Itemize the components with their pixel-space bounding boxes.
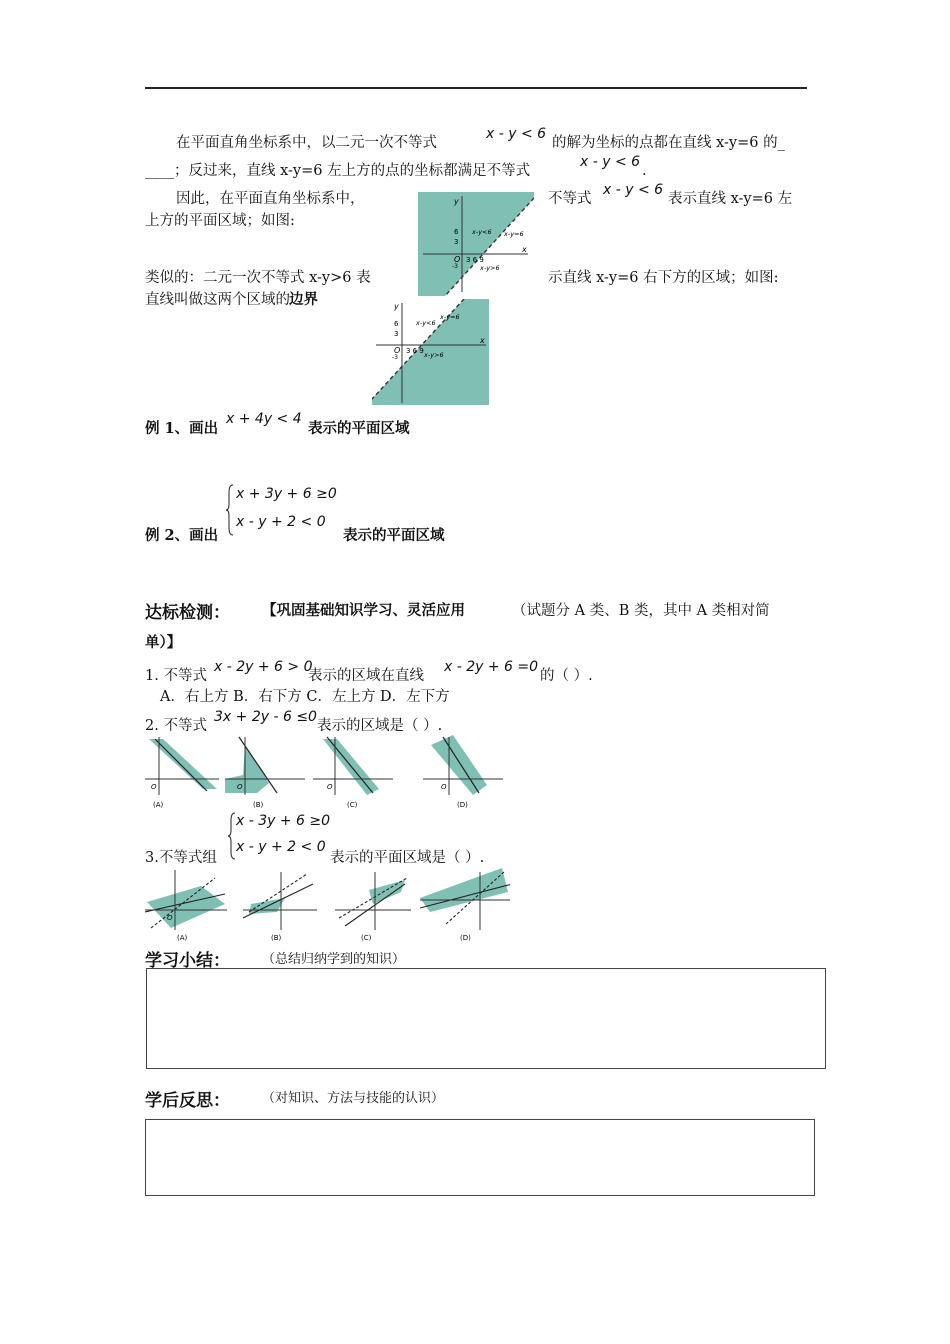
svg-text:(D): (D) [457,801,468,809]
q1-inequality: x - 2y + 6 > 0 [214,659,313,675]
tick-6: 6 [394,320,399,328]
intro-line4: 上方的平面区域；如图: [145,213,295,229]
tick-6: 6 [454,228,459,236]
check-subtitle-bold: 【巩固基础知识学习、灵活应用 [262,602,465,619]
intro-line3-c: 表示直线 x-y=6 左 [668,191,793,207]
intro-line1-a: 在平面直角坐标系中，以二元一次不等式 [176,135,437,151]
inequality-x-minus-y-lt-6: x - y < 6 [486,126,547,142]
example2-label: 例 2、画出 [145,527,219,544]
svg-text:(B): (B) [253,801,264,809]
q1-label: 1. 不等式 [145,668,207,684]
section-title-reflection: 学后反思： [145,1091,230,1111]
svg-text:(C): (C) [347,801,358,809]
header-rule [145,87,807,89]
intro-line5-a: 类似的：二元一次不等式 x-y>6 表 [145,270,371,286]
inequality-x-minus-y-lt-6-b: x - y < 6 [580,154,641,170]
boundary-term: 边界 [289,291,318,308]
intro-line2-b: . [642,163,647,179]
example2-system-line1: x + 3y + 6 ≥0 [236,486,337,502]
svg-text:(D): (D) [460,934,471,942]
q2-graph-d [423,735,503,809]
svg-text:(A): (A) [177,934,188,942]
label-line: x-y=6 [504,230,524,238]
q1-line-equation: x - 2y + 6 =0 [444,659,539,675]
q1-tail: 的（ ）. [540,668,593,684]
graph-upper-left-region [418,192,534,296]
x-ticks: 3 6 9 [466,256,484,264]
reflection-note: （对知识、方法与技能的认识） [262,1091,445,1106]
graph-lower-right-region [372,299,489,405]
q1-middle: 表示的区域在直线 [308,668,424,684]
q3-graph-c [335,872,411,942]
reflection-answer-box[interactable] [145,1119,815,1196]
summary-note: （总结归纳学到的知识） [262,952,406,967]
q3-tail: 表示的平面区域是（ ）. [330,850,485,866]
brace-q3 [228,812,236,860]
shaded-region [418,192,534,296]
example2-system-line2: x - y + 2 < 0 [236,514,326,530]
q3-choice-graphs [145,868,510,944]
intro-line2-a: ____；反过来，直线 x-y=6 左上方的点的坐标都满足不等式 [145,163,531,179]
q2-choice-graphs [143,735,508,811]
check-subtitle-line2: 单）】 [145,634,182,651]
intro-line1-b: 的解为坐标的点都在直线 x-y=6 的_ [552,135,785,151]
intro-line3-b: 不等式 [548,191,592,207]
tick-neg3: -3 [392,354,398,361]
q2-graph-a [145,737,219,809]
x-ticks: 3 6 9 [406,347,424,355]
intro-line5-b: 示直线 x-y=6 右下方的区域；如图: [548,270,779,286]
tick-neg3: -3 [452,263,458,270]
svg-text:O: O [441,783,447,791]
example1-inequality: x + 4y < 4 [226,411,302,427]
label-upper: x-y<6 [472,228,492,236]
q1-options: A．右上方 B．右下方 C．左上方 D．左下方 [160,689,450,705]
svg-text:(A): (A) [153,801,164,809]
tick-3: 3 [454,238,459,246]
q3-system-line1: x - 3y + 6 ≥0 [236,813,331,829]
q3-system-line2: x - y + 2 < 0 [236,839,326,855]
x-axis-label: x [480,336,485,345]
inequality-x-minus-y-lt-6-c: x - y < 6 [603,182,664,198]
label-lower: x-y>6 [424,351,444,359]
svg-text:(B): (B) [271,934,282,942]
section-title-check: 达标检测： [145,603,230,623]
q2-label: 2. 不等式 [145,718,207,734]
q2-tail: 表示的区域是（ ）. [317,718,443,734]
x-axis-label: x [522,245,527,254]
origin-label: O [394,346,401,355]
y-axis-label: y [454,197,459,206]
y-axis-label: y [394,302,399,311]
svg-text:O: O [151,783,157,791]
svg-text:O: O [327,783,333,791]
section-title-summary: 学习小结： [145,951,230,971]
q2-graph-c [313,737,393,809]
summary-answer-box[interactable] [146,968,826,1069]
q3-graph-a [145,870,227,942]
label-line: x-y=6 [440,313,460,321]
example1-tail: 表示的平面区域 [308,420,410,437]
q3-label: 3.不等式组 [145,850,217,866]
svg-text:O: O [167,914,173,922]
intro-line3-a: 因此，在平面直角坐标系中， [176,191,365,207]
svg-text:O: O [237,783,243,791]
example1-label: 例 1、画出 [145,420,219,437]
tick-3: 3 [394,330,399,338]
q3-graph-b [243,872,317,942]
origin-label: O [454,255,461,264]
svg-text:(C): (C) [361,934,372,942]
q2-inequality: 3x + 2y - 6 ≤0 [214,709,317,725]
label-upper: x-y<6 [416,319,436,327]
brace-example2 [226,484,234,536]
q2-graph-b [225,737,305,809]
intro-line6-a: 直线叫做这两个区域的 [145,292,290,308]
q3-graph-d [420,868,510,942]
label-lower: x-y>6 [480,264,500,272]
check-subtitle-rest: （试题分 A 类、B 类，其中 A 类相对简 [512,603,770,619]
example2-tail: 表示的平面区域 [343,527,445,544]
